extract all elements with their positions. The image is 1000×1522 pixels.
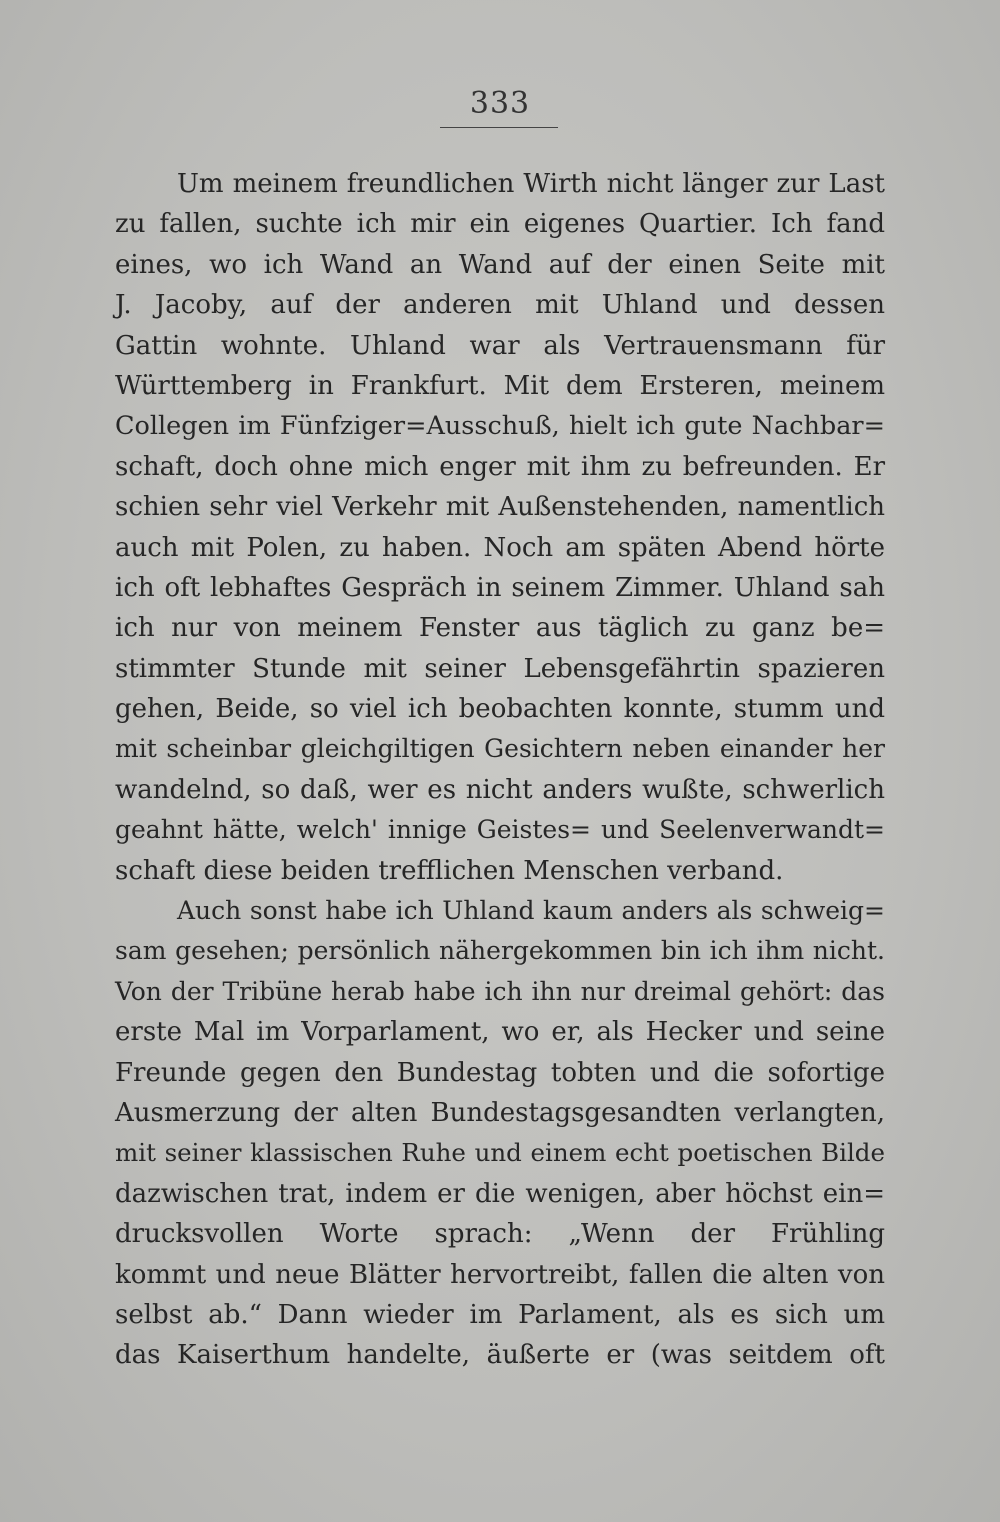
text-line: schaft, doch ohne mich enger mit ihm zu befreunden. Er <box>115 451 885 482</box>
text-line: das Kaiserthum handelte, äußerte er (was seitdem oft <box>115 1340 885 1371</box>
text-line: J. Jacoby, auf der anderen mit Uhland und dessen <box>115 290 885 321</box>
text-line: kommt und neue Blätter hervortreibt, fallen die alten von <box>115 1259 885 1290</box>
text-line: Von der Tribüne herab habe ich ihn nur dreimal gehört: das <box>115 976 885 1006</box>
page-number-rule <box>440 127 558 128</box>
text-line: schaft diese beiden trefflichen Menschen verband. <box>115 855 784 886</box>
text-line: schien sehr viel Verkehr mit Außenstehenden, namentlich <box>115 492 885 523</box>
text-line: ich oft lebhaftes Gespräch in seinem Zimmer. Uhland sah <box>115 572 885 603</box>
text-line: geahnt hätte, welch' innige Geistes= und Seelenverwandt= <box>115 815 885 845</box>
body-text <box>115 164 885 1376</box>
text-line: stimmter Stunde mit seiner Lebensgefährtin spazieren <box>115 653 885 684</box>
page-number: 333 <box>469 86 531 121</box>
text-line: wandelnd, so daß, wer es nicht anders wußte, schwerlich <box>115 774 885 805</box>
text-line: Freunde gegen den Bundestag tobten und die sofortige <box>115 1057 885 1088</box>
text-line: gehen, Beide, so viel ich beobachten konnte, stumm und <box>115 694 885 725</box>
text-line: Auch sonst habe ich Uhland kaum anders als schweig= <box>177 896 885 926</box>
text-line: mit scheinbar gleichgiltigen Gesichtern neben einander her <box>115 734 885 764</box>
text-line: Gattin wohnte. Uhland war als Vertrauensmann für <box>115 330 885 361</box>
text-line: Ausmerzung der alten Bundestagsgesandten verlangten, <box>115 1097 885 1128</box>
text-line: mit seiner klassischen Ruhe und einem echt poetischen Bilde <box>115 1138 885 1168</box>
text-line: zu fallen, suchte ich mir ein eigenes Quartier. Ich fand <box>115 209 885 240</box>
text-line: Um meinem freundlichen Wirth nicht länger zur Last <box>177 169 885 199</box>
text-line: sam gesehen; persönlich nähergekommen bin ich ihm nicht. <box>115 936 885 966</box>
text-line: drucksvollen Worte sprach: „Wenn der Frühling <box>115 1219 885 1250</box>
text-line: erste Mal im Vorparlament, wo er, als Hecker und seine <box>115 1017 885 1048</box>
text-line: eines, wo ich Wand an Wand auf der einen Seite mit <box>115 249 885 280</box>
text-line: selbst ab.“ Dann wieder im Parlament, als es sich um <box>115 1299 885 1330</box>
text-line: Württemberg in Frankfurt. Mit dem Ersteren, meinem <box>115 370 885 401</box>
text-line: ich nur von meinem Fenster aus täglich zu ganz be= <box>115 613 885 644</box>
text-line: Collegen im Fünfziger=Ausschuß, hielt ich gute Nachbar= <box>115 411 885 442</box>
text-line: dazwischen trat, indem er die wenigen, aber höchst ein= <box>115 1178 885 1209</box>
text-line: auch mit Polen, zu haben. Noch am späten Abend hörte <box>115 532 885 563</box>
